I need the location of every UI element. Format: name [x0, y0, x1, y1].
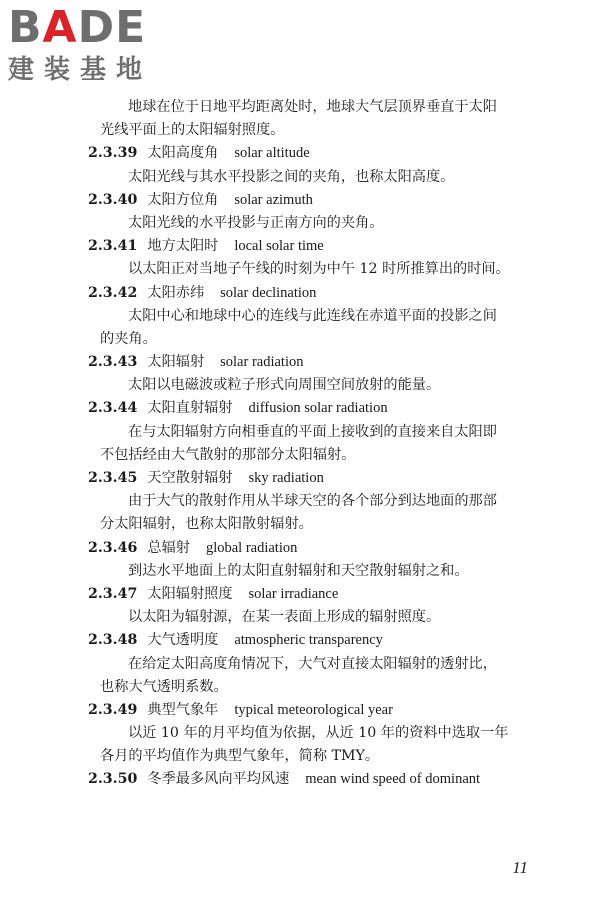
term-english: diffusion solar radiation — [248, 400, 388, 417]
term-entry-heading — [88, 189, 550, 212]
term-number: 2.3.50 — [88, 771, 138, 788]
definition-text-line: 由于大气的散射作用从半球天空的各个部分到达地面的那部 — [128, 493, 497, 510]
term-number: 2.3.39 — [88, 145, 138, 162]
term-english: solar irradiance — [248, 585, 339, 602]
definition-text-line: 太阳光线与其水平投影之间的夹角，也称太阳高度。 — [128, 168, 455, 185]
term-chinese: 太阳高度角 — [147, 145, 219, 162]
term-entry-heading — [88, 351, 550, 374]
term-chinese: 太阳赤纬 — [147, 284, 205, 301]
term-english: solar radiation — [220, 354, 304, 371]
definition-text-line: 光线平面上的太阳辐射照度。 — [100, 122, 285, 139]
term-chinese: 太阳辐射 — [147, 354, 205, 371]
definition-text-line: 的夹角。 — [100, 330, 157, 347]
term-number: 2.3.45 — [88, 470, 138, 486]
term-english: solar azimuth — [234, 191, 313, 208]
term-english: global radiation — [205, 539, 298, 556]
logo-wordmark: BADE — [8, 2, 147, 53]
definition-text-line: 以太阳正对当地子午线的时刻为中午 12 时所推算出的时间。 — [128, 261, 510, 278]
term-entry-heading — [88, 282, 550, 305]
definition-text-line: 以太阳为辐射源，在某一表面上形成的辐射照度。 — [128, 609, 441, 626]
term-english: local solar time — [234, 238, 324, 255]
definition-text-line: 太阳光线的水平投影与正南方向的夹角。 — [128, 214, 384, 231]
logo-subtitle: 建装基地 — [8, 55, 153, 85]
term-entry-heading — [88, 235, 550, 258]
term-english: mean wind speed of dominant — [305, 771, 481, 788]
term-number: 2.3.49 — [88, 701, 138, 718]
term-entry-heading — [88, 537, 550, 560]
term-chinese: 天空散射辐射 — [147, 470, 233, 486]
term-number: 2.3.43 — [88, 354, 138, 371]
definition-text-line: 太阳以电磁波或粒子形式向周围空间放射的能量。 — [128, 377, 441, 394]
term-chinese: 太阳辐射照度 — [147, 585, 233, 602]
term-number: 2.3.44 — [88, 400, 138, 417]
term-chinese: 大气透明度 — [147, 632, 219, 649]
definition-text-line: 也称大气透明系数。 — [100, 678, 228, 695]
term-entry-heading — [88, 142, 550, 165]
page-number: 11 — [512, 858, 528, 877]
term-chinese: 太阳方位角 — [147, 191, 219, 208]
definition-text-line: 以近 10 年的月平均值为依据，从近 10 年的资料中选取一年 — [128, 725, 509, 742]
definition-text-line: 不包括经由大气散射的那部分太阳辐射。 — [100, 446, 356, 463]
term-chinese: 典型气象年 — [147, 701, 219, 718]
definition-text-line: 地球在位于日地平均距离处时，地球大气层顶界垂直于太阳 — [128, 99, 497, 115]
term-chinese: 冬季最多风向平均风速 — [147, 771, 290, 788]
term-entry-heading — [88, 467, 550, 490]
definition-text-line: 在与太阳辐射方向相垂直的平面上接收到的直接来自太阳即 — [128, 423, 497, 440]
term-entry-heading — [88, 768, 550, 791]
term-chinese: 总辐射 — [147, 539, 190, 556]
term-english: atmospheric transparency — [234, 632, 383, 649]
bade-logo — [8, 4, 178, 90]
term-number: 2.3.47 — [88, 585, 138, 602]
term-english: typical meteorological year — [234, 701, 393, 718]
term-number: 2.3.46 — [88, 539, 138, 556]
term-number: 2.3.40 — [88, 191, 138, 208]
definition-text-line: 在给定太阳高度角情况下，大气对直接太阳辐射的透射比， — [128, 655, 497, 672]
term-number: 2.3.48 — [88, 632, 138, 649]
definition-text-line: 到达水平地面上的太阳直射辐射和天空散射辐射之和。 — [128, 562, 469, 579]
term-chinese: 太阳直射辐射 — [147, 400, 233, 417]
definition-text-line: 分太阳辐射，也称太阳散射辐射。 — [100, 516, 313, 533]
term-entry-heading — [88, 699, 550, 722]
term-number: 2.3.41 — [88, 238, 138, 255]
term-number: 2.3.42 — [88, 284, 138, 301]
term-entry-heading — [88, 629, 550, 652]
definition-text-line: 各月的平均值作为典型气象年，简称 TMY。 — [100, 748, 380, 765]
term-english: solar altitude — [234, 145, 310, 162]
definition-text-line: 太阳中心和地球中心的连线与此连线在赤道平面的投影之间 — [128, 307, 497, 324]
term-chinese: 地方太阳时 — [147, 238, 219, 255]
term-english: solar declination — [220, 284, 317, 301]
term-entry-heading — [88, 397, 550, 420]
document-body — [88, 96, 550, 792]
term-english: sky radiation — [248, 470, 324, 486]
term-entry-heading — [88, 583, 550, 606]
